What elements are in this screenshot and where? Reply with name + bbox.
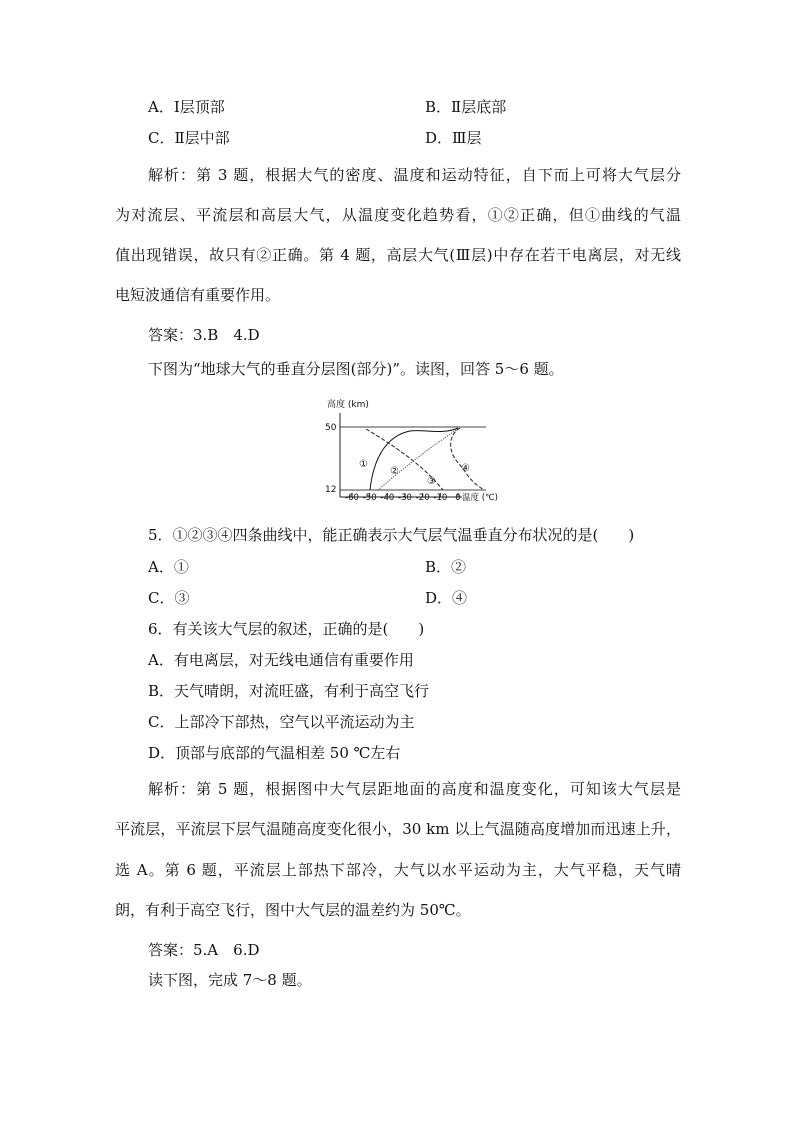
analysis2-line1: 解析：第 5 题，根据图中大气层距地面的高度和温度变化，可知该大气层是 (148, 780, 681, 798)
q4-option-b: B．Ⅱ层底部 (425, 98, 507, 116)
y-tick-50: 50 (325, 423, 337, 433)
q5-option-b: B．② (425, 558, 467, 576)
q6-option-a: A．有电离层，对无线电通信有重要作用 (148, 651, 414, 669)
curve-2 (378, 429, 458, 490)
curve-label-3: ③ (427, 476, 436, 487)
y-tick-12: 12 (325, 485, 337, 495)
q6-stem: 6．有关该大气层的叙述，正确的是( ) (148, 620, 425, 638)
x-axis-label: 温度 (℃) (462, 493, 498, 503)
x-tick-label: -10 (433, 493, 448, 503)
x-tick-label: -50 (362, 493, 377, 503)
curve-4 (451, 428, 484, 490)
curve-label-4: ④ (461, 463, 470, 474)
atmosphere-layer-diagram (318, 393, 518, 508)
analysis2-line3: 选 A。第 6 题，平流层上部热下部冷，大气以水平运动为主，大气平稳，天气晴 (115, 861, 681, 879)
answer-5-6: 答案：5.A 6.D (148, 941, 260, 959)
x-tick-label: -40 (380, 493, 395, 503)
x-axis-ticks (345, 493, 461, 503)
x-tick-label: -60 (345, 493, 359, 503)
x-tick-label: -20 (415, 493, 430, 503)
analysis2-line4: 朗，有利于高空飞行，图中大气层的温差约为 50℃。 (115, 901, 471, 919)
q5-option-a: A．① (148, 558, 189, 576)
q6-option-b: B．天气晴朗，对流旺盛，有利于高空飞行 (148, 682, 430, 700)
intro-7-8: 读下图，完成 7～8 题。 (148, 971, 312, 989)
q6-option-d: D．顶部与底部的气温相差 50 ℃左右 (148, 744, 401, 762)
q5-option-c: C．③ (148, 589, 190, 607)
analysis2-line2: 平流层，平流层下层气温随高度变化很小，30 km 以上气温随高度增加而迅速上升， (115, 820, 681, 838)
q4-option-d: D．Ⅲ层 (425, 129, 482, 147)
x-tick-label: 0 (455, 493, 461, 503)
q4-option-c: C．Ⅱ层中部 (148, 129, 230, 147)
analysis1-line4: 电短波通信有重要作用。 (115, 286, 281, 304)
q5-stem: 5．①②③④四条曲线中，能正确表示大气层气温垂直分布状况的是( ) (148, 526, 635, 544)
answer-3-4: 答案：3.B 4.D (148, 326, 260, 344)
analysis1-line3: 值出现错误，故只有②正确。第 4 题，高层大气(Ⅲ层)中存在若干电离层，对无线 (115, 246, 681, 264)
analysis1-line2: 为对流层、平流层和高层大气，从温度变化趋势看，①②正确，但①曲线的气温 (115, 206, 681, 224)
q5-option-d: D．④ (425, 589, 468, 607)
q4-option-a: A．Ⅰ层顶部 (148, 98, 225, 116)
x-tick-label: -30 (398, 493, 412, 503)
curve-label-2: ② (390, 466, 399, 477)
q6-option-c: C．上部冷下部热，空气以平流运动为主 (148, 713, 415, 731)
curve-label-1: ① (359, 459, 368, 470)
intro-5-6: 下图为“地球大气的垂直分层图(部分)”。读图，回答 5～6 题。 (148, 360, 564, 378)
analysis1-line1: 解析：第 3 题，根据大气的密度、温度和运动特征，自下而上可将大气层分 (148, 166, 681, 184)
y-axis-label: 高度 (km) (327, 400, 369, 410)
